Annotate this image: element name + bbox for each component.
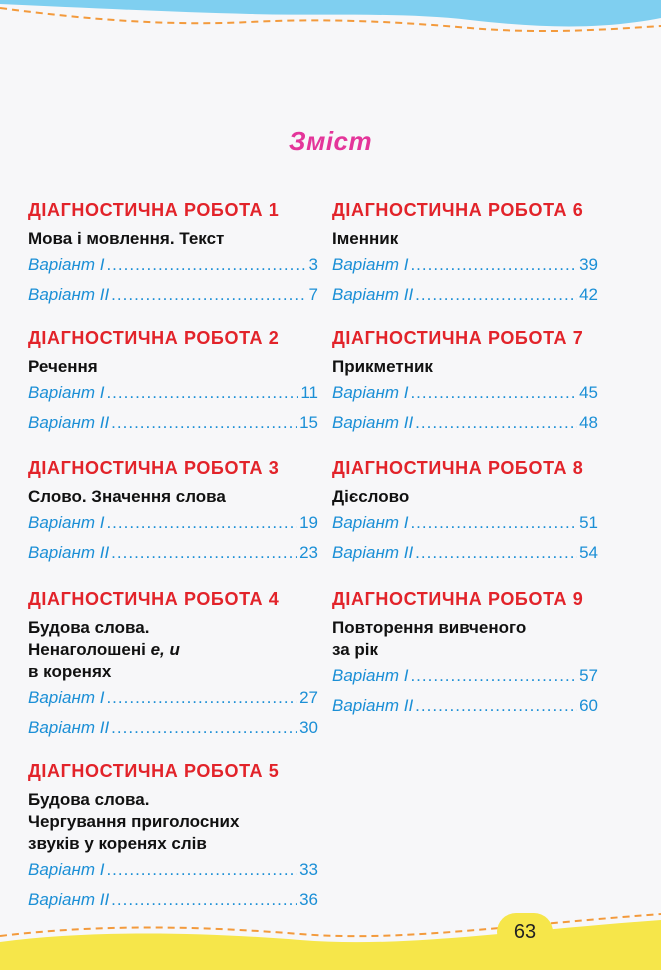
toc-entry[interactable]: Варіант ІІ ..... 7 [28, 280, 318, 310]
toc-entry[interactable]: Варіант І ..... 11 [28, 378, 318, 408]
toc-entry[interactable]: Варіант І ..... 33 [28, 855, 318, 885]
topic-italic-letters: е, и [150, 640, 180, 659]
toc-entry[interactable]: Варіант І ..... 57 [332, 661, 598, 691]
section-heading: ДІАГНОСТИЧНА РОБОТА 6 [332, 200, 584, 220]
section-topic: Дієслово [332, 487, 410, 506]
toc-entry[interactable]: Варіант ІІ ..... 60 [332, 691, 598, 721]
toc-entry[interactable]: Варіант І ..... 27 [28, 683, 318, 713]
toc-entry[interactable]: Варіант ІІ ..... 30 [28, 713, 318, 743]
section-topic: Будова слова. Чергування приголосних звуків у коренях слів [28, 790, 240, 853]
section-heading: ДІАГНОСТИЧНА РОБОТА 3 [28, 458, 280, 478]
section-topic: Мова і мовлення. Текст [28, 229, 225, 248]
toc-entry[interactable]: Варіант І ..... 3 [28, 250, 318, 280]
toc-entry[interactable]: Варіант І ..... 45 [332, 378, 598, 408]
top-wave-decoration [0, 0, 661, 70]
toc-entry[interactable]: Варіант ІІ ..... 23 [28, 538, 318, 568]
section-heading: ДІАГНОСТИЧНА РОБОТА 7 [332, 328, 584, 348]
toc-entry[interactable]: Варіант І ..... 51 [332, 508, 598, 538]
section-topic: Повторення вивченого за рік [332, 618, 527, 659]
toc-entry[interactable]: Варіант ІІ ..... 42 [332, 280, 598, 310]
section-3 [28, 456, 318, 568]
section-1 [28, 198, 318, 310]
section-9 [332, 587, 598, 721]
section-heading: ДІАГНОСТИЧНА РОБОТА 2 [28, 328, 280, 348]
section-5 [28, 759, 318, 915]
section-6 [332, 198, 598, 310]
section-4 [28, 587, 318, 743]
toc-entry[interactable]: Варіант І ..... 19 [28, 508, 318, 538]
section-topic: Будова слова. Ненаголошені е, и в коренях [28, 618, 180, 681]
toc-entry[interactable]: Варіант ІІ ..... 54 [332, 538, 598, 568]
section-topic: Слово. Значення слова [28, 487, 226, 506]
section-7 [332, 326, 598, 438]
section-8 [332, 456, 598, 568]
toc-entry[interactable]: Варіант ІІ ..... 36 [28, 885, 318, 915]
section-topic: Речення [28, 357, 98, 376]
toc-entry[interactable]: Варіант І ..... 39 [332, 250, 598, 280]
section-heading: ДІАГНОСТИЧНА РОБОТА 4 [28, 589, 280, 609]
page-number-badge: 63 [497, 913, 553, 951]
section-topic: Іменник [332, 229, 399, 248]
page-title: Зміст [288, 126, 373, 156]
section-heading: ДІАГНОСТИЧНА РОБОТА 9 [332, 589, 584, 609]
toc-entry[interactable]: Варіант ІІ ..... 15 [28, 408, 318, 438]
section-heading: ДІАГНОСТИЧНА РОБОТА 1 [28, 200, 280, 220]
section-heading: ДІАГНОСТИЧНА РОБОТА 5 [28, 761, 280, 781]
toc-entry[interactable]: Варіант ІІ ..... 48 [332, 408, 598, 438]
section-heading: ДІАГНОСТИЧНА РОБОТА 8 [332, 458, 584, 478]
section-topic: Прикметник [332, 357, 433, 376]
section-2 [28, 326, 318, 438]
